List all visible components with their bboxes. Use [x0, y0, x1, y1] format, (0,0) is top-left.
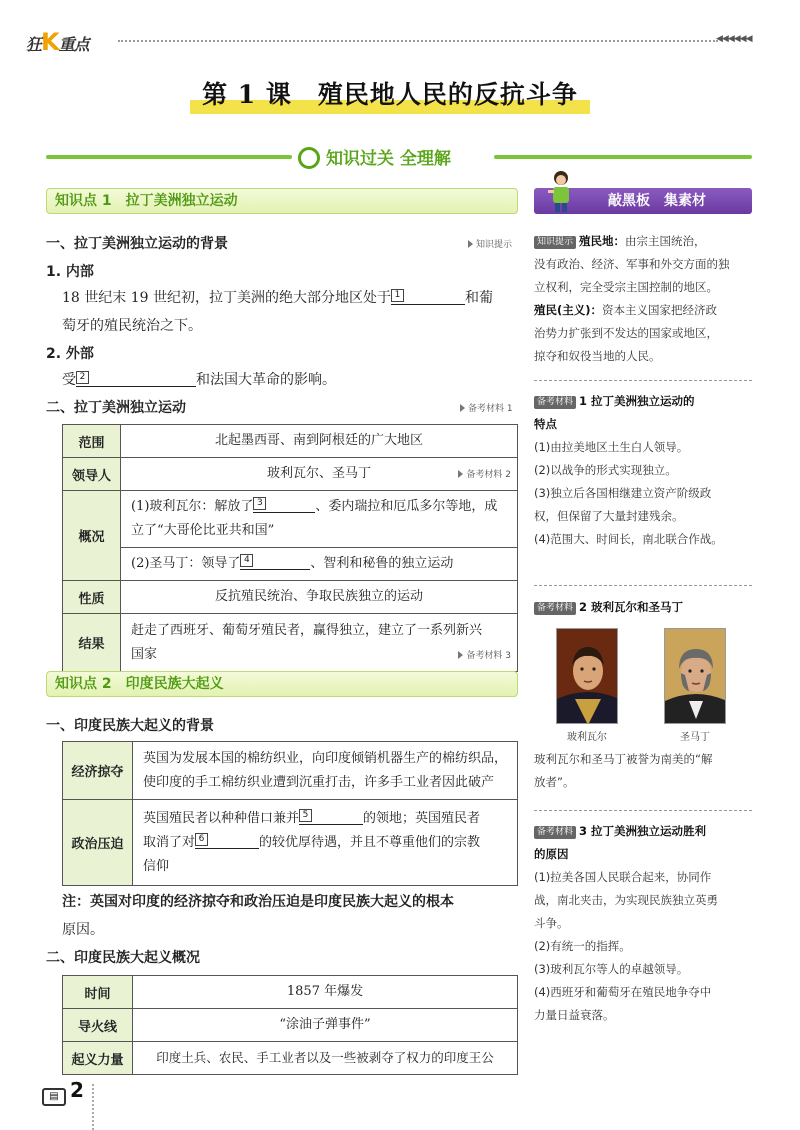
table-row [63, 491, 518, 548]
result-label: 结果 [63, 614, 121, 672]
material2-heading: 备考材料 2 玻利瓦尔和圣马丁 [534, 596, 752, 619]
san-martin-portrait [664, 628, 726, 724]
sidebar-banner: 敲黑板 集素材 [534, 188, 752, 214]
footer-dotted-line [92, 1084, 94, 1130]
sidebar-divider [534, 810, 752, 811]
table-row [63, 425, 518, 458]
table-row [63, 742, 518, 800]
time-label: 时间 [63, 976, 133, 1009]
table-row [63, 1009, 518, 1042]
kp1-external-heading: 2. 外部 [46, 346, 94, 362]
scope-value: 北起墨西哥、南到阿根廷的广大地区 [121, 425, 518, 458]
leader-material-tag: 备考材料 2 [458, 463, 511, 487]
result-material-tag: 备考材料 3 [458, 644, 511, 668]
kp1-internal-text: 18 世纪末 19 世纪初，拉丁美洲的绝大部分地区处于 1 和葡 萄牙的殖民统治之下。 [62, 290, 493, 334]
triangle-icon [458, 651, 463, 659]
force-label: 起义力量 [63, 1042, 133, 1075]
material2-text: 玻利瓦尔和圣马丁被誉为南美的“解 放者”。 [534, 752, 713, 789]
blank-6[interactable]: 6 [195, 832, 259, 849]
blank-4[interactable]: 4 [240, 553, 310, 570]
tip-block: 知识提示 殖民地：由宗主国统治， 没有政治、经济、军事和外交方面的独 立权利，完全受宗主国控制的地区。 殖民(主义)：资本主义国家把经济政 治势力扩张到不发达的国家或地区， 掠夺和奴役当地的人民。 [534, 234, 730, 363]
kp2-overview-table [62, 975, 518, 1075]
nature-label: 性质 [63, 581, 121, 614]
table-row [63, 458, 518, 491]
nature-value: 反抗殖民统治、争取民族独立的运动 [121, 581, 518, 614]
triangle-icon [460, 404, 465, 412]
triangle-icon [468, 240, 473, 248]
kp1-movement-heading: 二、拉丁美洲独立运动 [46, 400, 186, 416]
header-arrows-icon: ◀◀◀◀◀◀ [716, 34, 752, 44]
section-line-left [46, 155, 292, 159]
result-cell: 赶走了西班牙、葡萄牙殖民者，赢得独立，建立了一系列新兴 国家 备考材料 3 [121, 614, 518, 672]
material-badge: 备考材料 [534, 396, 576, 409]
kp2-title-bar: 知识点 2 印度民族大起义 [46, 671, 518, 697]
brand-k: K [41, 28, 59, 56]
kp1-material1-tag: 备考材料 1 [460, 401, 513, 414]
blank-3[interactable]: 3 [253, 496, 315, 513]
fuse-label: 导火线 [63, 1009, 133, 1042]
force-value: 印度土兵、农民、手工业者以及一些被剥夺了权力的印度王公 [133, 1042, 518, 1075]
fuse-value: “涂油子弹事件” [133, 1009, 518, 1042]
section-title-text: 知识过关 全理解 [326, 149, 451, 169]
section-line-right [494, 155, 752, 159]
triangle-icon [458, 470, 463, 478]
table-row [63, 614, 518, 672]
sidebar-divider [534, 585, 752, 586]
kp1-title-bar: 知识点 1 拉丁美洲独立运动 [46, 188, 518, 214]
leader-cell: 玻利瓦尔、圣马丁 备考材料 2 [121, 458, 518, 491]
material3-block: 备考材料 3 拉丁美洲独立运动胜利 的原因 (1)拉美各国人民联合起来，协同作 战，南北夹击，为实现民族独立英勇 斗争。 (2)有统一的指挥。 (3)玻利瓦尔等人的卓越领导。 (4)西班牙和葡萄牙在殖民地争夺中 力量日益衰落。 [534, 824, 718, 1022]
material-badge: 备考材料 [534, 826, 576, 839]
kp2-background-heading: 一、印度民族大起义的背景 [46, 718, 214, 734]
blank-5[interactable]: 5 [299, 808, 363, 825]
kp1-tip-tag: 知识提示 [468, 237, 512, 250]
leader-label: 领导人 [63, 458, 121, 491]
kp1-background-heading: 一、拉丁美洲独立运动的背景 [46, 236, 228, 252]
student-icon [546, 170, 576, 212]
blank-1[interactable]: 1 [391, 288, 465, 305]
table-row [63, 581, 518, 614]
san-martin-caption: 圣马丁 [680, 732, 710, 743]
sidebar-divider [534, 380, 752, 381]
table-row [63, 976, 518, 1009]
header-dotted-line [118, 40, 718, 42]
econ-label: 经济掠夺 [63, 742, 133, 800]
overview-bolivar: (1)玻利瓦尔：解放了 3 、委内瑞拉和厄瓜多尔等地，成 立了“大哥伦比亚共和国” [121, 491, 518, 548]
econ-value: 英国为发展本国的棉纺织业，向印度倾销机器生产的棉纺织品， 使印度的手工棉纺织业遭到沉重打击，许多手工业者因此破产 [133, 742, 518, 800]
brand-logo [26, 28, 89, 56]
pol-label: 政治压迫 [63, 800, 133, 886]
kp1-movement-table [62, 424, 518, 672]
section-swirl-icon [298, 147, 320, 169]
time-value: 1857 年爆发 [133, 976, 518, 1009]
brand-suffix: 重点 [58, 35, 89, 54]
kp2-note: 注：英国对印度的经济掠夺和政治压迫是印度民族大起义的根本 原因。 [62, 894, 454, 938]
kp2-overview-heading: 二、印度民族大起义概况 [46, 950, 200, 966]
scope-label: 范围 [63, 425, 121, 458]
kp2-background-table [62, 741, 518, 886]
overview-label: 概况 [63, 491, 121, 581]
lesson-title [190, 76, 590, 116]
table-row [63, 800, 518, 886]
blank-2[interactable]: 2 [76, 370, 196, 387]
pol-value: 英国殖民者以种种借口兼并 5 的领地；英国殖民者 取消了对 6 的较优厚待遇，并且不尊重他们的宗教 信仰 [133, 800, 518, 886]
table-row [63, 548, 518, 581]
kp1-external-text: 受 2 和法国大革命的影响。 [62, 372, 336, 388]
overview-san-martin: (2)圣马丁：领导了 4 、智利和秘鲁的独立运动 [121, 548, 518, 581]
table-row [63, 1042, 518, 1075]
material1-block: 备考材料 1 拉丁美洲独立运动的 特点 (1)由拉美地区土生白人领导。 (2)以战争的形式实现独立。 (3)独立后各国相继建立资产阶级政 权，但保留了大量封建残余。 (4)范围大、时间长，南北联合作战。 [534, 394, 723, 546]
bolivar-caption: 玻利瓦尔 [567, 732, 607, 743]
book-icon: ▤ [42, 1088, 66, 1106]
page-number: ▤ 2 [42, 1078, 84, 1106]
brand-prefix: 狂 [26, 35, 42, 54]
tip-badge: 知识提示 [534, 236, 576, 249]
kp1-internal-heading: 1. 内部 [46, 264, 94, 280]
bolivar-portrait [556, 628, 618, 724]
section-title [298, 144, 451, 169]
material-badge: 备考材料 [534, 602, 576, 615]
lesson-title-text: 第 1 课 殖民地人民的反抗斗争 [202, 80, 578, 109]
